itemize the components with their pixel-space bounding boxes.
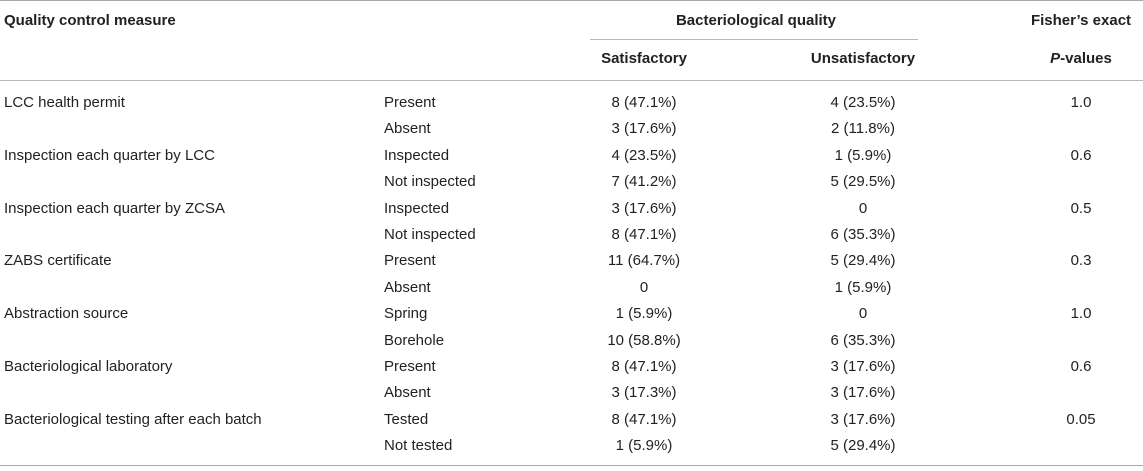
cell-satisfactory: 3 (17.6%): [611, 120, 677, 137]
cell-measure: Inspection each quarter by ZCSA: [4, 200, 225, 217]
cell-measure: Abstraction source: [4, 305, 129, 322]
cell-satisfactory: 8 (47.1%): [611, 94, 677, 111]
cell-measure: Inspection each quarter by LCC: [4, 147, 215, 164]
cell-unsatisfactory: 3 (17.6%): [830, 358, 896, 375]
cell-category: Spring: [384, 305, 428, 322]
header-quality-control-measure: Quality control measure: [4, 12, 176, 29]
cell-p-value: 0.5: [1070, 200, 1092, 217]
cell-unsatisfactory: 1 (5.9%): [834, 279, 892, 296]
cell-unsatisfactory: 0: [858, 305, 868, 322]
cell-p-value: 0.05: [1066, 411, 1096, 428]
cell-category: Absent: [384, 279, 431, 296]
cell-category: Not tested: [384, 437, 453, 454]
header-p-values: [1050, 50, 1112, 68]
cell-unsatisfactory: 6 (35.3%): [830, 332, 896, 349]
cell-p-value: 0.6: [1070, 147, 1092, 164]
cell-category: Borehole: [384, 332, 445, 349]
cell-unsatisfactory: 2 (11.8%): [831, 120, 895, 137]
header-unsatisfactory: Unsatisfactory: [810, 50, 916, 67]
cell-satisfactory: 3 (17.3%): [611, 384, 677, 401]
cell-satisfactory: 10 (58.8%): [607, 332, 681, 349]
header-bacteriological-quality: Bacteriological quality: [675, 12, 837, 29]
cell-category: Present: [384, 358, 436, 375]
header-p-suffix: -values: [1060, 50, 1112, 67]
cell-satisfactory: 11 (64.7%): [607, 252, 681, 269]
cell-unsatisfactory: 5 (29.4%): [830, 437, 896, 454]
cell-unsatisfactory: 0: [858, 200, 868, 217]
cell-category: Inspected: [384, 200, 450, 217]
cell-satisfactory: 4 (23.5%): [611, 147, 677, 164]
cell-p-value: 1.0: [1070, 305, 1092, 322]
cell-unsatisfactory: 5 (29.4%): [830, 252, 896, 269]
cell-p-value: 0.3: [1070, 252, 1092, 269]
group-header-rule: [590, 39, 918, 40]
cell-satisfactory: 8 (47.1%): [611, 411, 677, 428]
cell-satisfactory: 8 (47.1%): [611, 226, 677, 243]
cell-satisfactory: 8 (47.1%): [611, 358, 677, 375]
cell-category: Tested: [384, 411, 429, 428]
cell-unsatisfactory: 5 (29.5%): [830, 173, 896, 190]
header-fishers-exact: Fisher’s exact: [1030, 12, 1132, 29]
cell-p-value: 0.6: [1070, 358, 1092, 375]
cell-category: Absent: [384, 120, 431, 137]
cell-category: Not inspected: [384, 226, 476, 243]
cell-satisfactory: 1 (5.9%): [615, 437, 673, 454]
cell-category: Inspected: [384, 147, 450, 164]
cell-category: Present: [384, 94, 436, 111]
cell-measure: Bacteriological laboratory: [4, 358, 173, 375]
cell-measure: ZABS certificate: [4, 252, 112, 269]
cell-unsatisfactory: 1 (5.9%): [834, 147, 892, 164]
cell-unsatisfactory: 3 (17.6%): [830, 411, 896, 428]
cell-unsatisfactory: 4 (23.5%): [830, 94, 896, 111]
cell-unsatisfactory: 3 (17.6%): [830, 384, 896, 401]
header-satisfactory: Satisfactory: [601, 50, 687, 67]
cell-satisfactory: 1 (5.9%): [615, 305, 673, 322]
cell-satisfactory: 7 (41.2%): [611, 173, 677, 190]
cell-satisfactory: 0: [639, 279, 649, 296]
header-p-italic: P: [1050, 50, 1061, 67]
cell-satisfactory: 3 (17.6%): [611, 200, 677, 217]
cell-category: Present: [384, 252, 436, 269]
cell-measure: LCC health permit: [4, 94, 125, 111]
table-top-rule: [0, 0, 1143, 1]
cell-p-value: 1.0: [1070, 94, 1092, 111]
cell-measure: Bacteriological testing after each batch: [4, 411, 262, 428]
table-bottom-rule: [0, 465, 1143, 466]
cell-unsatisfactory: 6 (35.3%): [830, 226, 896, 243]
cell-category: Absent: [384, 384, 431, 401]
header-bottom-rule: [0, 80, 1143, 81]
cell-category: Not inspected: [384, 173, 476, 190]
